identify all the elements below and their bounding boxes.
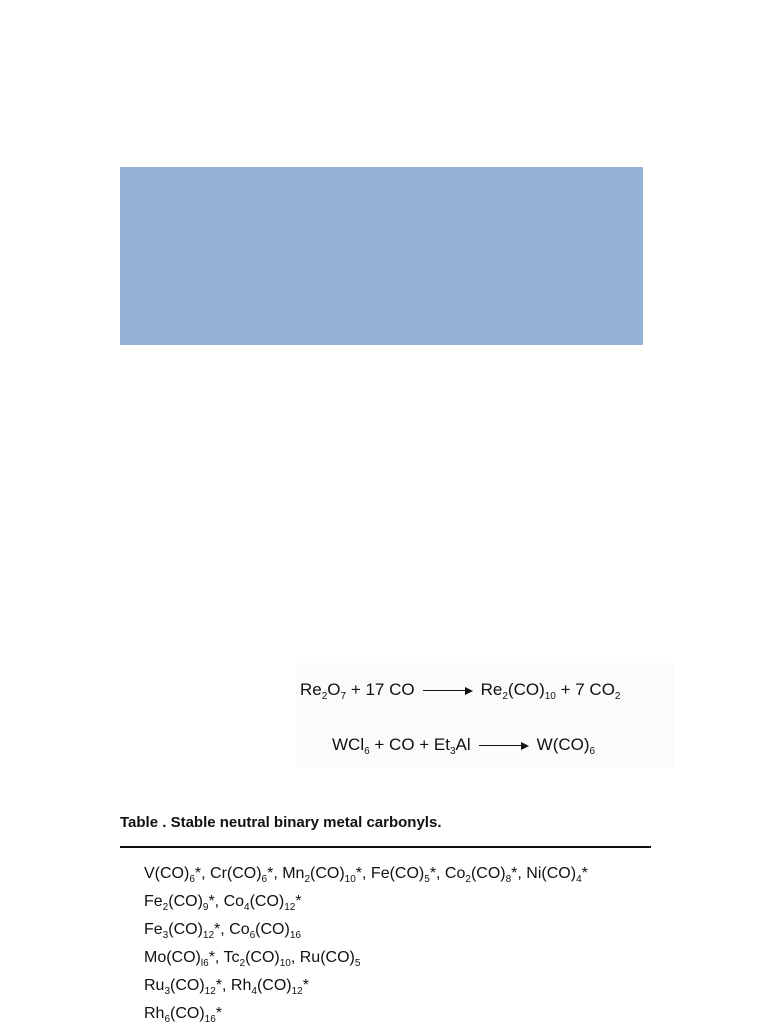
- table-caption: Table . Stable neutral binary metal carbonyls.: [120, 814, 442, 831]
- table-row: $Fe_2(CO)_9*$, $Co_4(CO)_{12}*$: [144, 893, 302, 913]
- table-row: $Rh_6(CO)_{16}*$: [144, 1005, 223, 1025]
- table-row: $Fe_3(CO)_{12}*$, $Co_6(CO)_{16}$: [144, 921, 301, 941]
- equation-2-reactants: WCl$_6$ + CO + $Et_3Al$: [332, 735, 471, 757]
- equation-1-products: $Re_2(CO)_{10} + 7$ $CO_2$: [480, 680, 621, 702]
- carbonyls-table: [144, 860, 588, 1028]
- reaction-equations: [296, 663, 674, 767]
- table-top-rule: [120, 846, 651, 848]
- equation-1: [300, 680, 620, 700]
- equation-2-products: $W(CO)_6$: [536, 735, 596, 757]
- table-row: $Ru_3(CO)_{12}*$, $Rh_4(CO)_{12}*$: [144, 977, 309, 997]
- reaction-arrow-icon: [479, 741, 529, 751]
- table-row: $V(CO)_6*$, $Cr(CO)_6*$, $Mn_2(CO)_{10}*$, $Fe(CO)_5*$, $Co_2(CO)_8*$, $Ni(CO)_4*$: [144, 865, 588, 885]
- reaction-arrow-icon: [423, 686, 473, 696]
- equation-1-reactants: $Re_2O_7 + 17$ CO: [300, 680, 415, 702]
- equation-2: [332, 735, 595, 755]
- figure-placeholder: [120, 167, 643, 345]
- table-row: $Mo(CO)_{l6}*$, $Tc_2(CO)_{10}$, $Ru(CO)_5$: [144, 949, 361, 969]
